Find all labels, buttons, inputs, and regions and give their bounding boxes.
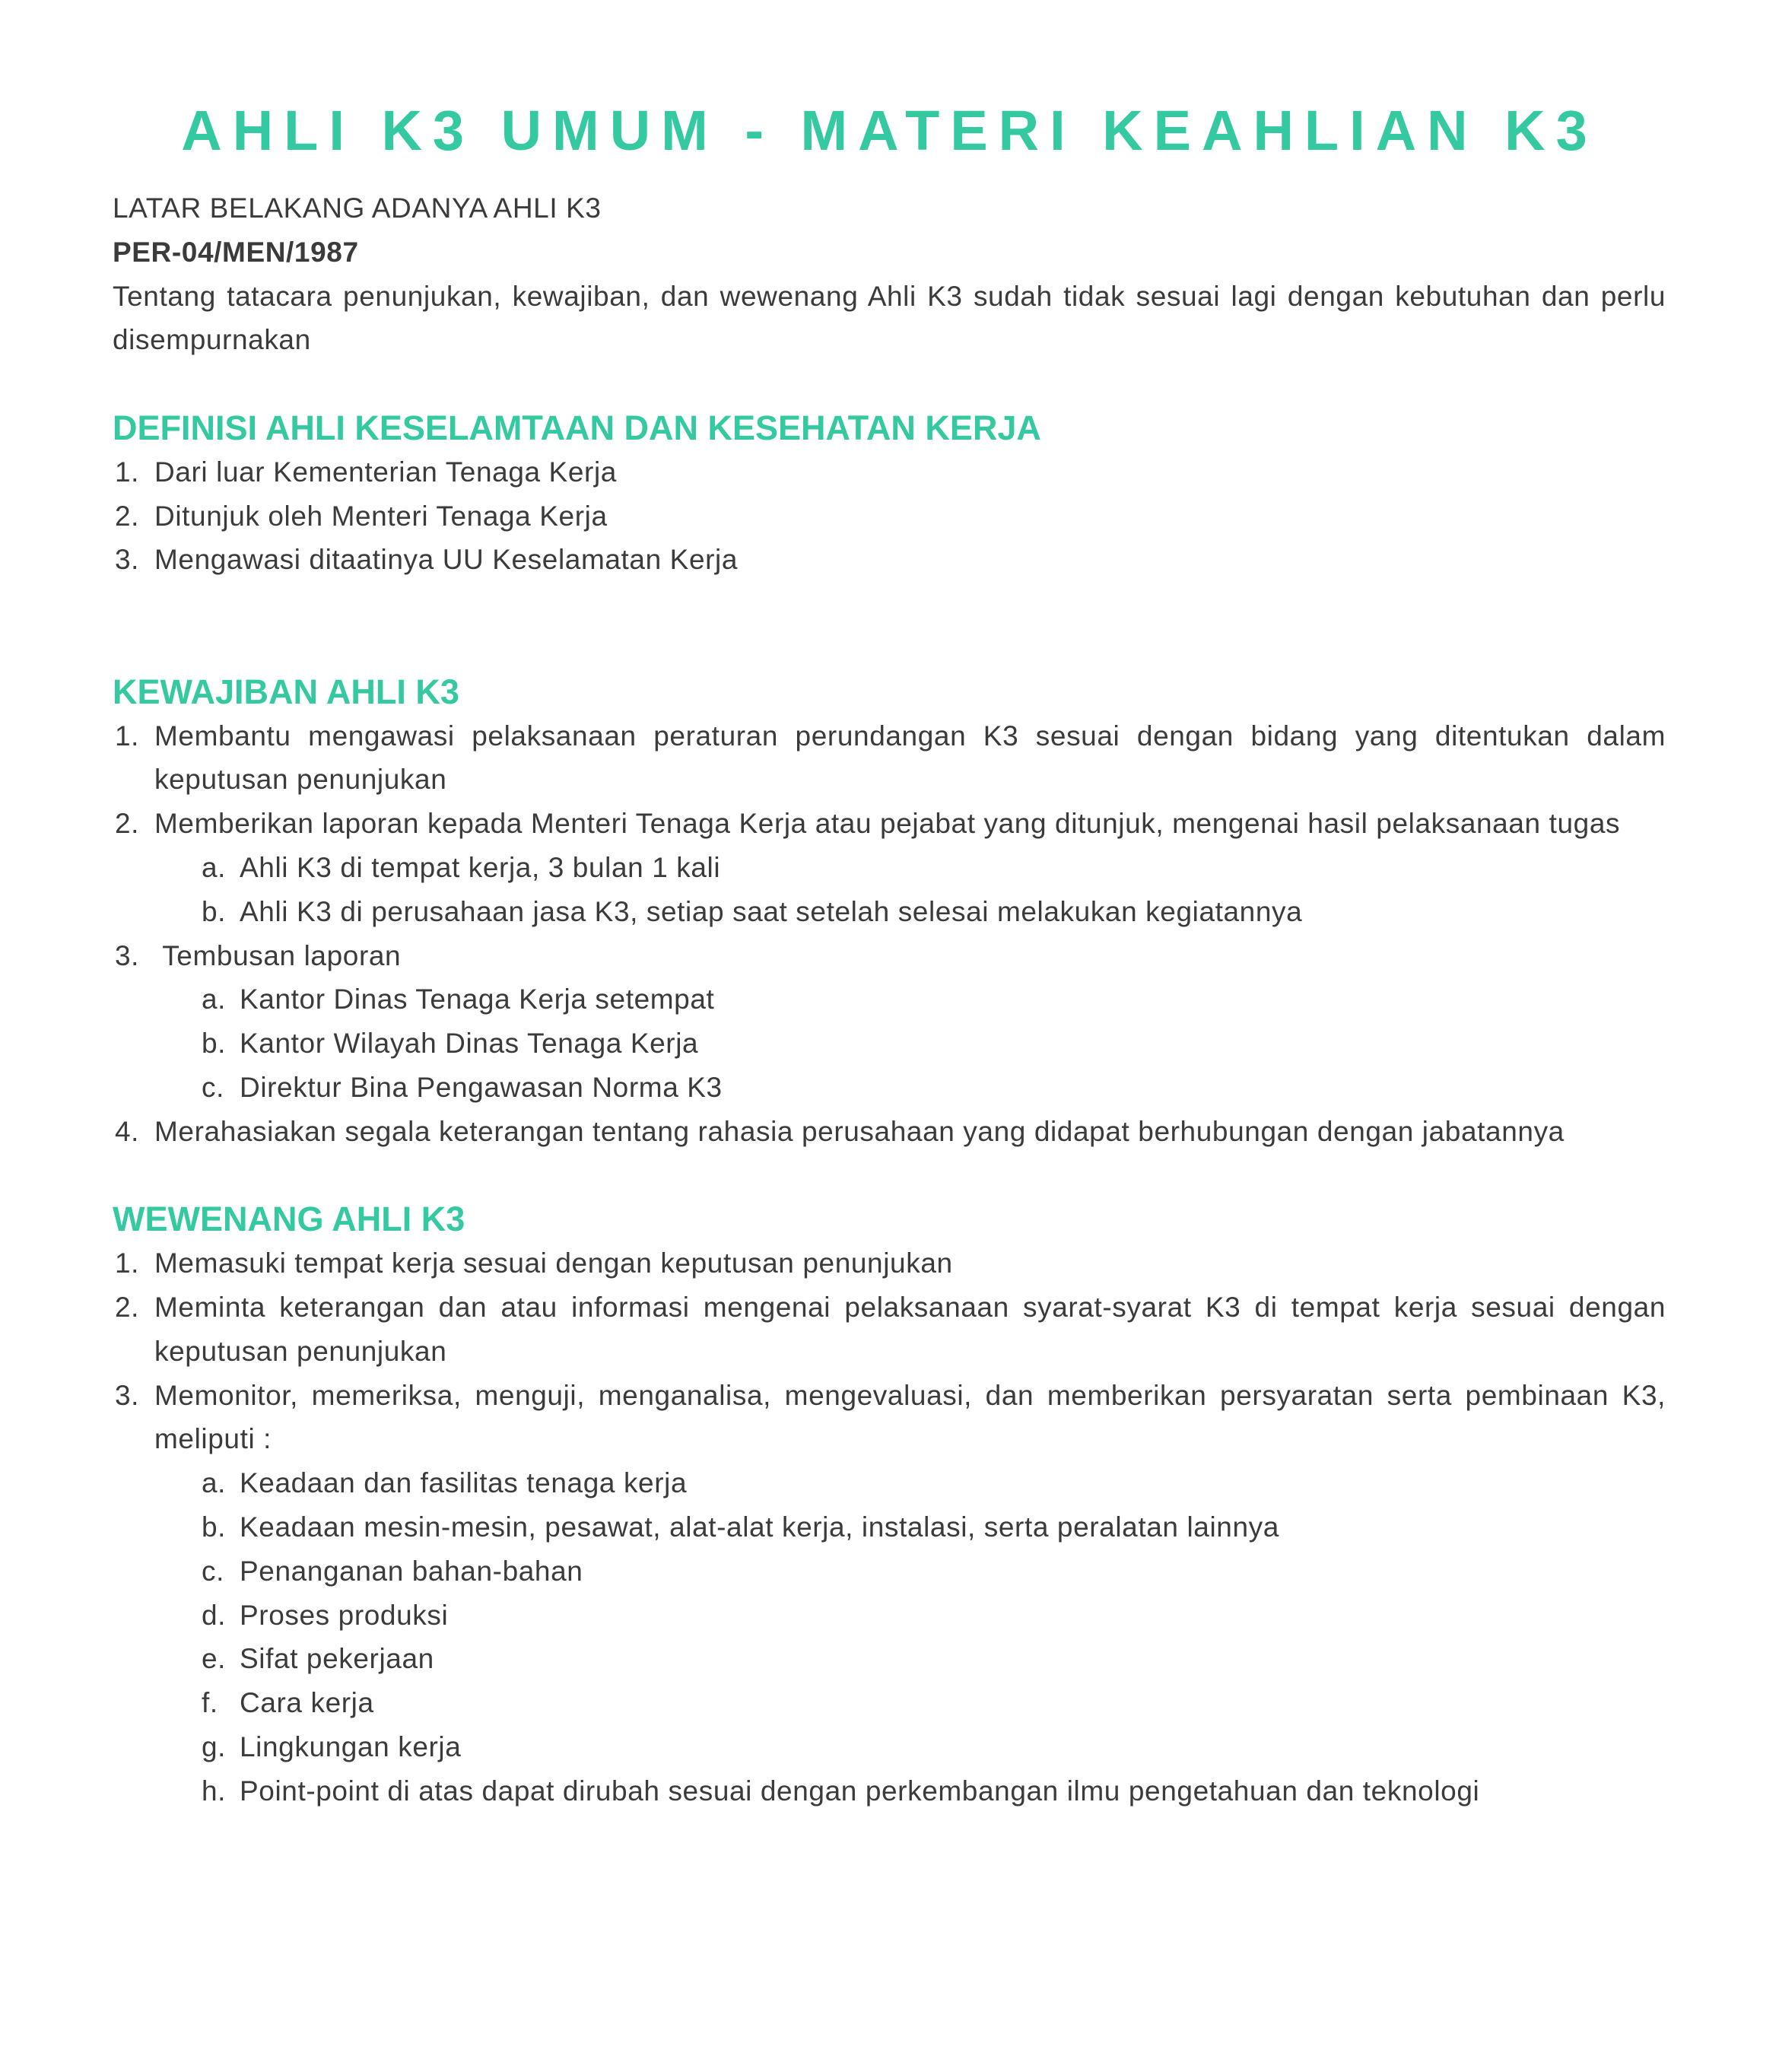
list-item bbox=[113, 802, 1666, 933]
sub-list-item-text: Proses produksi bbox=[240, 1599, 449, 1631]
sub-list-marker: a. bbox=[202, 1467, 227, 1499]
kewajiban-section bbox=[113, 670, 1666, 1154]
list-marker: 3. bbox=[115, 544, 140, 576]
spacer bbox=[113, 582, 1666, 670]
list-item bbox=[113, 1285, 1666, 1374]
sub-list-marker: c. bbox=[202, 1071, 224, 1103]
wewenang-section bbox=[113, 1197, 1666, 1813]
definisi-list bbox=[113, 450, 1666, 582]
wewenang-list bbox=[113, 1241, 1666, 1813]
list-marker: 2. bbox=[115, 808, 140, 840]
list-marker: 3. bbox=[115, 939, 140, 971]
list-item bbox=[113, 1110, 1666, 1154]
sub-list-marker: h. bbox=[202, 1775, 227, 1807]
list-marker: 2. bbox=[115, 1291, 140, 1323]
sub-list-item bbox=[113, 1066, 1666, 1110]
sub-list-marker: d. bbox=[202, 1599, 227, 1631]
definisi-section bbox=[113, 406, 1666, 582]
list-item bbox=[113, 714, 1666, 802]
list-item bbox=[113, 934, 1666, 1110]
sub-list-item-text: Ahli K3 di tempat kerja, 3 bulan 1 kali bbox=[240, 851, 721, 883]
sub-list bbox=[113, 977, 1666, 1109]
intro-label: LATAR BELAKANG ADANYA AHLI K3 bbox=[113, 192, 602, 224]
list-item bbox=[113, 1241, 1666, 1285]
list-item-text: Tembusan laporan bbox=[154, 939, 402, 971]
sub-list-marker: a. bbox=[202, 984, 227, 1015]
sub-list-item-text: Keadaan dan fasilitas tenaga kerja bbox=[240, 1467, 688, 1499]
sub-list-item-text: Keadaan mesin-mesin, pesawat, alat-alat kerja, instalasi, serta peralatan lainnya bbox=[240, 1511, 1279, 1543]
document-title: AHLI K3 UMUM - MATERI KEAHLIAN K3 bbox=[181, 98, 1598, 162]
sub-list-marker: b. bbox=[202, 1511, 227, 1543]
sub-list-item bbox=[113, 1594, 1666, 1638]
sub-list-item bbox=[113, 1681, 1666, 1725]
sub-list bbox=[113, 846, 1666, 934]
sub-list-marker: c. bbox=[202, 1555, 224, 1587]
sub-list-item-text: Penanganan bahan-bahan bbox=[240, 1555, 583, 1587]
list-item bbox=[113, 494, 1666, 539]
sub-list-item-text: Direktur Bina Pengawasan Norma K3 bbox=[240, 1071, 723, 1103]
list-item-text: Ditunjuk oleh Menteri Tenaga Kerja bbox=[154, 500, 608, 532]
sub-list-item bbox=[113, 890, 1666, 934]
list-item-text: Memasuki tempat kerja sesuai dengan keputusan penunjukan bbox=[154, 1247, 953, 1279]
sub-list-item bbox=[113, 1461, 1666, 1505]
spacer bbox=[113, 1154, 1666, 1198]
sub-list-item bbox=[113, 1505, 1666, 1549]
sub-list-marker: b. bbox=[202, 1028, 227, 1060]
spacer bbox=[113, 362, 1666, 406]
intro-description: Tentang tatacara penunjukan, kewajiban, dan wewenang Ahli K3 sudah tidak sesuai lagi dengan kebutuhan dan perlu disempurnakan bbox=[113, 280, 1666, 356]
sub-list-item-text: Lingkungan kerja bbox=[240, 1730, 462, 1762]
sub-list-marker: b. bbox=[202, 895, 227, 927]
list-item-text: Mengawasi ditaatinya UU Keselamatan Kerja bbox=[154, 544, 739, 576]
sub-list-marker: a. bbox=[202, 851, 227, 883]
document-content bbox=[113, 186, 1666, 1813]
sub-list-item bbox=[113, 1769, 1666, 1813]
list-marker: 2. bbox=[115, 500, 140, 532]
sub-list-item bbox=[113, 1549, 1666, 1594]
sub-list-marker: g. bbox=[202, 1730, 227, 1762]
list-item-text: Dari luar Kementerian Tenaga Kerja bbox=[154, 456, 617, 488]
kewajiban-list bbox=[113, 714, 1666, 1154]
list-item bbox=[113, 538, 1666, 582]
list-item bbox=[113, 1374, 1666, 1813]
list-item-text: Merahasiakan segala keterangan tentang rahasia perusahaan yang didapat berhubungan dengan jabatannya bbox=[154, 1115, 1565, 1147]
regulation-code: PER-04/MEN/1987 bbox=[113, 236, 359, 268]
sub-list bbox=[113, 1461, 1666, 1813]
list-item-text: Memonitor, memeriksa, menguji, menganalisa, mengevaluasi, dan memberikan persyaratan serta pembinaan K3, meliputi : bbox=[154, 1379, 1666, 1455]
list-item-text: Meminta keterangan dan atau informasi mengenai pelaksanaan syarat-syarat K3 di tempat kerja sesuai dengan keputusan penunjukan bbox=[154, 1291, 1666, 1367]
sub-list-item-text: Ahli K3 di perusahaan jasa K3, setiap saat setelah selesai melakukan kegiatannya bbox=[240, 895, 1303, 927]
sub-list-item bbox=[113, 1725, 1666, 1769]
kewajiban-heading: KEWAJIBAN AHLI K3 bbox=[113, 672, 459, 711]
list-marker: 1. bbox=[115, 456, 140, 488]
sub-list-marker: e. bbox=[202, 1643, 227, 1675]
wewenang-heading: WEWENANG AHLI K3 bbox=[113, 1200, 465, 1239]
intro-section bbox=[113, 186, 1666, 362]
definisi-heading: DEFINISI AHLI KESELAMTAAN DAN KESEHATAN KERJA bbox=[113, 408, 1041, 447]
list-marker: 4. bbox=[115, 1115, 140, 1147]
list-marker: 1. bbox=[115, 1247, 140, 1279]
list-item-text: Membantu mengawasi pelaksanaan peraturan perundangan K3 sesuai dengan bidang yang ditentukan dalam keputusan penunjukan bbox=[154, 720, 1666, 796]
list-item-text: Memberikan laporan kepada Menteri Tenaga Kerja atau pejabat yang ditunjuk, mengenai hasil pelaksanaan tugas bbox=[154, 808, 1621, 840]
sub-list-marker: f. bbox=[202, 1687, 218, 1719]
sub-list-item-text: Cara kerja bbox=[240, 1687, 374, 1719]
list-marker: 3. bbox=[115, 1379, 140, 1411]
sub-list-item-text: Point-point di atas dapat dirubah sesuai dengan perkembangan ilmu pengetahuan dan teknologi bbox=[240, 1775, 1480, 1807]
sub-list-item bbox=[113, 977, 1666, 1022]
sub-list-item-text: Sifat pekerjaan bbox=[240, 1643, 434, 1675]
sub-list-item-text: Kantor Dinas Tenaga Kerja setempat bbox=[240, 984, 715, 1015]
sub-list-item bbox=[113, 1637, 1666, 1681]
list-marker: 1. bbox=[115, 720, 140, 752]
list-item bbox=[113, 450, 1666, 494]
sub-list-item bbox=[113, 846, 1666, 890]
sub-list-item-text: Kantor Wilayah Dinas Tenaga Kerja bbox=[240, 1028, 699, 1060]
sub-list-item bbox=[113, 1022, 1666, 1066]
